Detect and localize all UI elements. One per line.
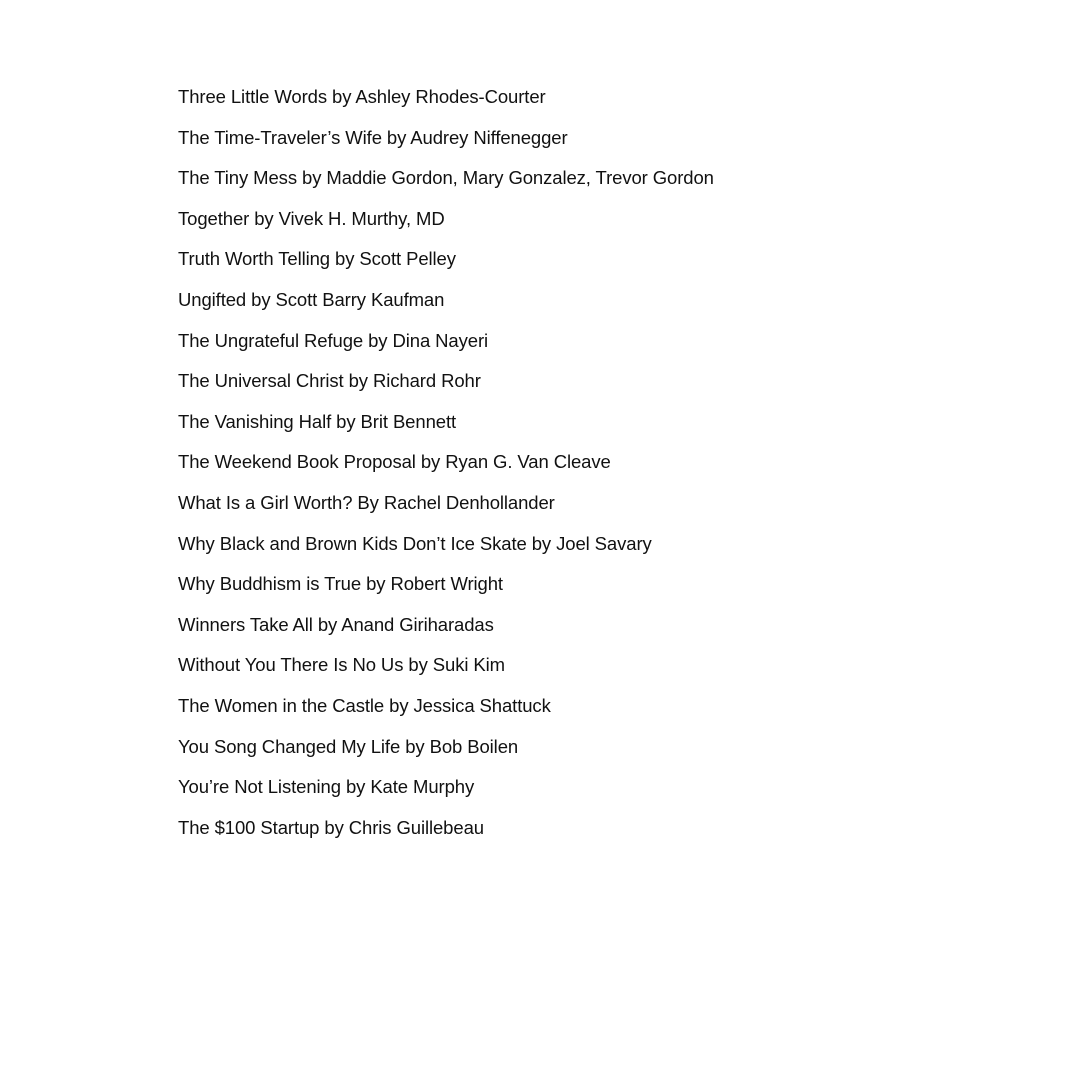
book-list-item: You’re Not Listening by Kate Murphy [178, 776, 475, 798]
book-list-item: What Is a Girl Worth? By Rachel Denhollander [178, 491, 555, 513]
book-list-item: The Vanishing Half by Brit Bennett [178, 410, 457, 432]
book-list [178, 84, 1038, 855]
book-list-item: Together by Vivek H. Murthy, MD [178, 207, 445, 229]
book-list-item: The Weekend Book Proposal by Ryan G. Van Cleave [178, 451, 611, 473]
book-list-item: The Tiny Mess by Maddie Gordon, Mary Gonzalez, Trevor Gordon [178, 167, 714, 189]
book-list-item: The Ungrateful Refuge by Dina Nayeri [178, 329, 489, 351]
book-list-item: Ungifted by Scott Barry Kaufman [178, 288, 445, 310]
book-list-item: The Universal Christ by Richard Rohr [178, 370, 481, 392]
book-list-item: Why Buddhism is True by Robert Wright [178, 573, 503, 595]
book-list-item: You Song Changed My Life by Bob Boilen [178, 735, 519, 757]
book-list-item: The Women in the Castle by Jessica Shattuck [178, 694, 551, 716]
book-list-item: Without You There Is No Us by Suki Kim [178, 654, 505, 676]
book-list-item: Truth Worth Telling by Scott Pelley [178, 248, 456, 270]
book-list-item: Winners Take All by Anand Giriharadas [178, 613, 494, 635]
book-list-item: The $100 Startup by Chris Guillebeau [178, 816, 484, 838]
book-list-item: Why Black and Brown Kids Don’t Ice Skate by Joel Savary [178, 532, 652, 554]
book-list-item: The Time-Traveler’s Wife by Audrey Niffenegger [178, 126, 568, 148]
book-list-item: Three Little Words by Ashley Rhodes-Courter [178, 86, 546, 107]
